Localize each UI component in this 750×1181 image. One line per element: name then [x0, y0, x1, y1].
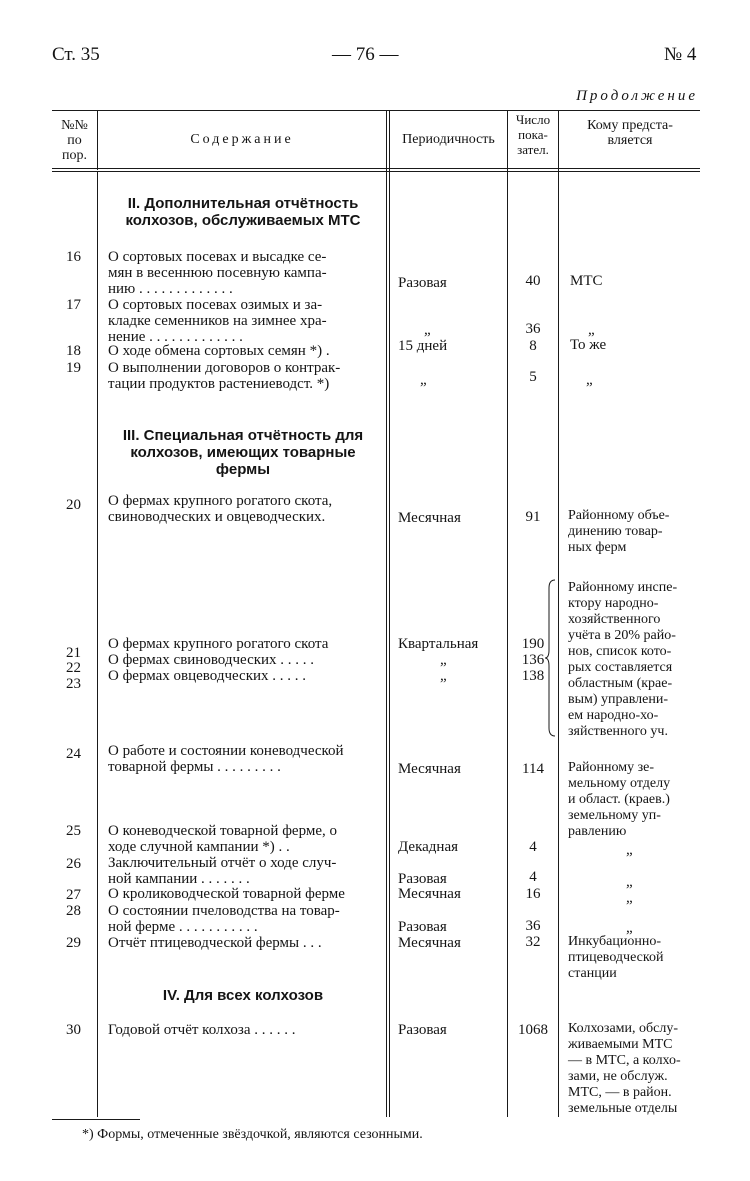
issue-number: № 4: [664, 44, 697, 65]
col-header-content: Содержание: [190, 132, 294, 147]
row-20-period: Месячная: [398, 510, 461, 526]
row-27-recipient: „: [626, 890, 633, 906]
row-23-content: О фермах овцеводческих . . . . .: [108, 668, 307, 684]
row-23-no: 23: [66, 676, 81, 692]
row-24-content: О работе и состоянии коневодческой товарной фермы . . . . . . . . .: [108, 743, 344, 775]
col-divider-content-a: [386, 110, 387, 1117]
row-28-period: Разовая: [398, 919, 447, 935]
row-18-period: 15 дней: [398, 338, 448, 354]
row-24-count: 114: [522, 761, 544, 777]
row-27-content: О кролиководческой товарной ферме: [108, 886, 345, 902]
header-bottom-rule-2: [52, 171, 700, 172]
row-18-recipient: То же: [570, 337, 607, 353]
row-19-no: 19: [66, 360, 81, 376]
row-28-no: 28: [66, 903, 81, 919]
continuation-label: Продолжение: [576, 88, 698, 104]
row-29-no: 29: [66, 935, 81, 951]
row-28-recipient: „: [626, 920, 633, 936]
row-16-count: 40: [525, 273, 541, 289]
col-divider-content-b: [389, 110, 390, 1117]
row-29-count: 32: [525, 934, 541, 950]
row-22-content: О фермах свиноводческих . . . . .: [108, 652, 315, 668]
col-header-period: Периодичность: [402, 132, 495, 147]
row-28-content: О состоянии пчеловодства на товар- ной ферме . . . . . . . . . . .: [108, 903, 340, 935]
row-21-no: 21: [66, 645, 81, 661]
col-header-no: №№ по пор.: [61, 118, 88, 163]
row-17-content: О сортовых посевах озимых и за- кладке семенников на зимнее хра- нение . . . . . . . . . . . . .: [108, 297, 327, 345]
row-16-period: Разовая: [398, 275, 447, 291]
footnote: *) Формы, отмеченные звёздочкой, являются сезонными.: [82, 1127, 423, 1142]
row-19-period: „: [420, 372, 427, 388]
row-21-period: Квартальная: [398, 636, 479, 652]
row-16-content: О сортовых посевах и высадке се- мян в весеннюю посевную кампа- нию . . . . . . . . . . . . .: [108, 249, 327, 297]
col-header-recipient: Кому предста- вляется: [587, 118, 673, 148]
row-30-period: Разовая: [398, 1022, 447, 1038]
row-20-count: 91: [525, 509, 541, 525]
header-bottom-rule-1: [52, 168, 700, 169]
row-17-recipient: „: [588, 322, 595, 338]
row-19-count: 5: [529, 369, 537, 385]
row-27-no: 27: [66, 887, 81, 903]
section-heading-2: II. Дополнительная отчётность колхозов, обслуживаемых МТС: [125, 195, 361, 229]
row-29-content: Отчёт птицеводческой фермы . . .: [108, 935, 322, 951]
footnote-rule: [52, 1119, 140, 1120]
section-heading-4: IV. Для всех колхозов: [162, 987, 324, 1004]
row-21-count: 190: [521, 636, 545, 652]
row-30-recipient: Колхозами, обслу- живаемыми МТС — в МТС, а колхо- зами, не обслуж. МТС, — в район. земельные отделы: [568, 1021, 681, 1116]
brace-icon: [544, 578, 558, 738]
row-25-recipient: „: [626, 842, 633, 858]
row-20-content: О фермах крупного рогатого скота, свиноводческих и овцеводческих.: [108, 493, 333, 525]
row-18-no: 18: [66, 343, 81, 359]
row-26-no: 26: [66, 856, 81, 872]
row-29-period: Месячная: [398, 935, 461, 951]
col-divider-no: [97, 172, 98, 1117]
row-20-no: 20: [66, 497, 81, 513]
page-number: — 76 —: [332, 44, 399, 65]
row-23-count: 138: [521, 668, 545, 684]
row-25-no: 25: [66, 823, 81, 839]
row-17-no: 17: [66, 297, 81, 313]
row-26-recipient: „: [626, 874, 633, 890]
row-22-no: 22: [66, 660, 81, 676]
row-25-period: Декадная: [398, 839, 459, 855]
row-25-content: О коневодческой товарной ферме, о ходе случной кампании *) . .: [108, 823, 338, 855]
row-18-count: 8: [529, 338, 537, 354]
row-21-content: О фермах крупного рогатого скота: [108, 636, 329, 652]
table-top-rule: [52, 110, 700, 111]
row-23-period: „: [440, 668, 447, 684]
section-heading-3: III. Специальная отчётность для колхозов, имеющих товарные фермы: [122, 427, 364, 478]
row-17-period: „: [424, 322, 431, 338]
row-21-23-recipient: Районному инспе- ктору народно- хозяйственного учёта в 20% райо- нов, список кото- рых составляется областным (крае- вым) управлени- ем народно-хо- зяйственного уч.: [568, 580, 678, 739]
row-22-period: „: [440, 652, 447, 668]
row-19-recipient: „: [586, 372, 593, 388]
row-27-count: 16: [525, 886, 541, 902]
row-18-content: О ходе обмена сортовых семян *) .: [108, 343, 330, 359]
col-divider-count: [558, 110, 559, 1117]
col-header-count: Число пока- зател.: [515, 112, 551, 157]
row-25-count: 4: [529, 839, 537, 855]
row-27-period: Месячная: [398, 886, 461, 902]
row-26-period: Разовая: [398, 871, 447, 887]
row-24-no: 24: [66, 746, 81, 762]
row-16-recipient: МТС: [570, 273, 603, 289]
row-22-count: 136: [521, 652, 545, 668]
row-30-no: 30: [66, 1022, 81, 1038]
row-30-count: 1068: [518, 1022, 548, 1038]
row-19-content: О выполнении договоров о контрак- тации продуктов растениеводст. *): [108, 360, 341, 392]
row-28-count: 36: [525, 918, 541, 934]
row-26-count: 4: [529, 869, 537, 885]
page-label: Ст. 35: [52, 44, 100, 65]
row-29-recipient: Инкубационно- птицеводческой станции: [568, 934, 664, 981]
row-16-no: 16: [66, 249, 81, 265]
row-20-recipient: Районному объе- динению товар- ных ферм: [568, 508, 670, 555]
row-24-recipient: Районному зе- мельному отделу и област. (краев.) земельному уп- равлению: [568, 760, 671, 839]
row-24-period: Месячная: [398, 761, 461, 777]
row-26-content: Заключительный отчёт о ходе случ- ной кампании . . . . . . .: [108, 855, 337, 887]
row-17-count: 36: [525, 321, 541, 337]
col-divider-period: [507, 110, 508, 1117]
row-30-content: Годовой отчёт колхоза . . . . . .: [108, 1022, 296, 1038]
